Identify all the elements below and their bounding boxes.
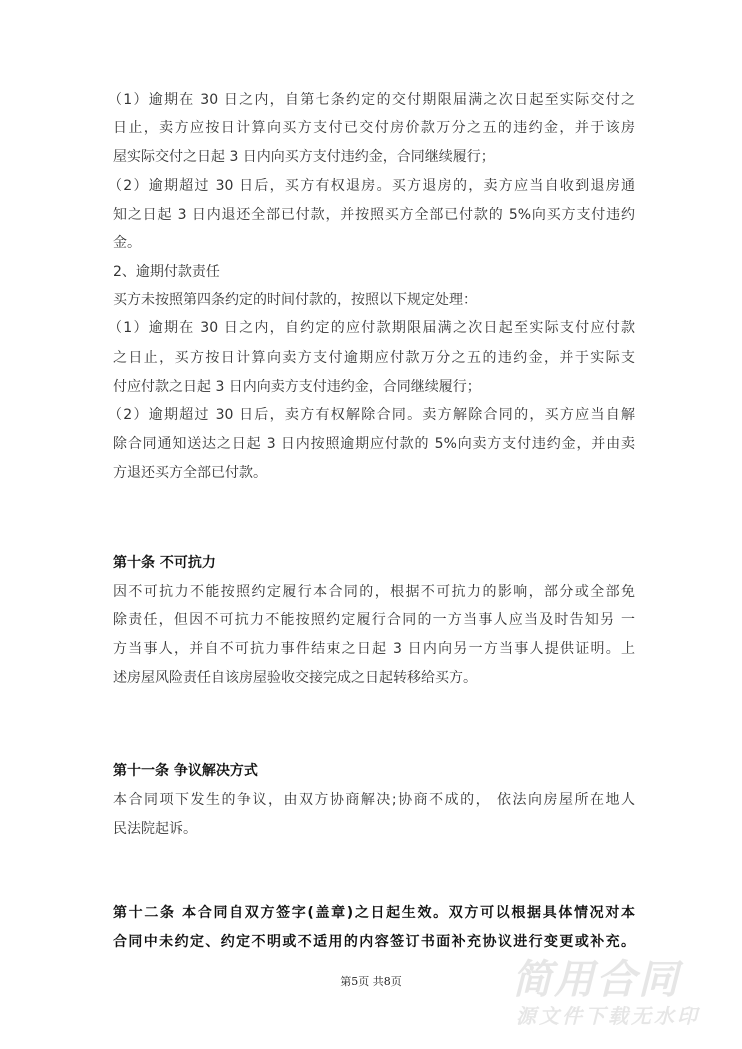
text-line: （2）逾期超过 30 日后，买方有权退房。买方退房的，卖方应当自收到退房通	[108, 178, 635, 194]
text-line: 本合同项下发生的争议，由双方协商解决;协商不成的， 依法向房屋所在地人	[113, 792, 635, 808]
watermark-logo	[512, 958, 738, 1030]
watermark-title: 简用合同	[512, 957, 680, 1003]
text-line: 知之日起 3 日内退还全部已付款，并按照买方全部已付款的 5%向买方支付违约	[113, 207, 635, 223]
text-line: 屋实际交付之日起 3 日内向买方支付违约金，合同继续履行；	[113, 149, 495, 165]
text-line: （1）逾期在 30 日之内，自约定的应付款期限届满之次日起至实际支付应付款	[108, 320, 635, 336]
article-12-text: 合同中未约定、约定不明或不适用的内容签订书面补充协议进行变更或补充。	[113, 934, 635, 950]
text-line: 付应付款之日起 3 日内向卖方支付违约金，合同继续履行；	[113, 379, 481, 395]
text-line: 除责任，但因不可抗力不能按照约定履行合同的一方当事人应当及时告知另 一	[113, 612, 635, 628]
article-11-heading: 第十一条 争议解决方式	[113, 763, 258, 779]
text-line: 买方未按照第四条约定的时间付款的，按照以下规定处理：	[113, 292, 477, 308]
text-line: 述房屋风险责任自该房屋验收交接完成之日起转移给买方。	[113, 670, 477, 686]
article-10-heading: 第十条 不可抗力	[113, 555, 216, 571]
text-line: 金。	[113, 235, 141, 251]
text-line: 之日止，买方按日计算向卖方支付逾期应付款万分之五的违约金，并于实际支	[113, 350, 635, 366]
text-line: 方当事人，并自不可抗力事件结束之日起 3 日内向另一方当事人提供证明。上	[113, 641, 635, 657]
article-12-text: 第十二条 本合同自双方签字(盖章)之日起生效。双方可以根据具体情况对本	[113, 905, 635, 921]
text-line: 日止，卖方应按日计算向买方支付已交付房价款万分之五的违约金，并于该房	[113, 120, 635, 136]
text-line: （2）逾期超过 30 日后，卖方有权解除合同。卖方解除合同的，买方应当自解	[108, 407, 635, 423]
text-line: 除合同通知送达之日起 3 日内按照逾期应付款的 5%向卖方支付违约金，并由卖	[113, 436, 635, 452]
page-number: 第5页 共8页	[340, 975, 402, 988]
text-line: 因不可抗力不能按照约定履行本合同的，根据不可抗力的影响，部分或全部免	[113, 584, 635, 600]
watermark-subtitle: 源文件下载无水印	[516, 1004, 700, 1028]
text-line: 方退还买方全部已付款。	[113, 465, 267, 481]
subheading: 2、逾期付款责任	[113, 264, 220, 280]
text-line: 民法院起诉。	[113, 821, 197, 837]
text-line: （1）逾期在 30 日之内，自第七条约定的交付期限届满之次日起至实际交付之	[108, 92, 635, 108]
